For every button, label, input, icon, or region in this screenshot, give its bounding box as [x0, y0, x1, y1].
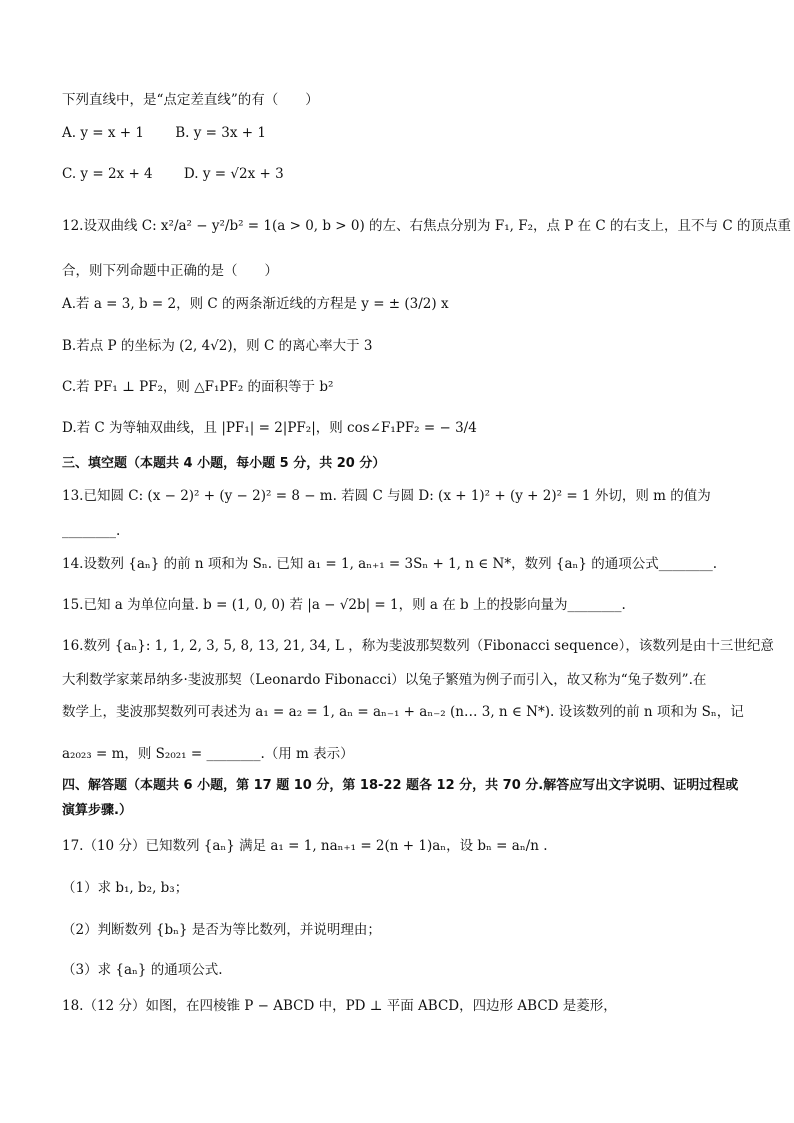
text-line-25: 18.（12 分）如图，在四棱锥 P − ABCD 中，PD ⊥ 平面 ABCD，四边形 ABCD 是菱形，: [62, 998, 617, 1014]
text-line-19: 四、解答题（本题共 6 小题，第 17 题 10 分，第 18-22 题各 12 分，共 70 分.解答应写出文字说明、证明过程或: [62, 778, 739, 793]
text-line-22: （1）求 b₁, b₂, b₃；: [62, 880, 189, 896]
text-line-3: C. y = 2x + 4 D. y = √2x + 3: [62, 166, 284, 182]
text-line-18: a₂₀₂₃ = m，则 S₂₀₂₁ = ________.（用 m 表示）: [62, 746, 354, 762]
text-line-7: B.若点 P 的坐标为 (2, 4√2)，则 C 的离心率大于 3: [62, 338, 373, 354]
text-line-14: 15.已知 a 为单位向量. b = (1, 0, 0) 若 |a − √2b| = 1，则 a 在 b 上的投影向量为________.: [62, 597, 626, 613]
text-line-20: 演算步骤.）: [62, 803, 132, 818]
text-line-8: C.若 PF₁ ⊥ PF₂，则 △F₁PF₂ 的面积等于 b²: [62, 379, 334, 395]
text-line-23: （2）判断数列 {bₙ} 是否为等比数列，并说明理由；: [62, 922, 381, 938]
text-line-16: 大利数学家莱昂纳多·斐波那契（Leonardo Fibonacci）以兔子繁殖为例子而引入，故又称为“兔子数列”.在: [62, 672, 707, 688]
text-line-1: 下列直线中，是“点定差直线”的有（ ）: [62, 92, 319, 108]
text-line-11: 13.已知圆 C: (x − 2)² + (y − 2)² = 8 − m. 若圆 C 与圆 D: (x + 1)² + (y + 2)² = 1 外切，则 m 的值为: [62, 488, 711, 504]
text-line-15: 16.数列 {aₙ}: 1, 1, 2, 3, 5, 8, 13, 21, 34, L ，称为斐波那契数列（Fibonacci sequence），该数列是由十三世纪意: [62, 638, 774, 654]
text-line-10: 三、填空题（本题共 4 小题，每小题 5 分，共 20 分）: [62, 456, 386, 471]
text-line-21: 17.（10 分）已知数列 {aₙ} 满足 a₁ = 1, naₙ₊₁ = 2(n + 1)aₙ，设 bₙ = aₙ/n .: [62, 838, 548, 854]
text-line-6: A.若 a = 3, b = 2，则 C 的两条渐近线的方程是 y = ± (3/2) x: [62, 296, 449, 312]
text-line-24: （3）求 {aₙ} 的通项公式.: [62, 962, 223, 978]
text-line-2: A. y = x + 1 B. y = 3x + 1: [62, 125, 266, 141]
text-line-4: 12.设双曲线 C: x²/a² − y²/b² = 1(a > 0, b > 0) 的左、右焦点分别为 F₁, F₂，点 P 在 C 的右支上，且不与 C 的顶点重: [62, 218, 791, 234]
text-line-5: 合，则下列命题中正确的是（ ）: [62, 263, 278, 279]
text-line-13: 14.设数列 {aₙ} 的前 n 项和为 Sₙ. 已知 a₁ = 1, aₙ₊₁ = 3Sₙ + 1, n ∈ N*，数列 {aₙ} 的通项公式________.: [62, 556, 718, 572]
text-line-12: ________.: [62, 523, 121, 539]
text-line-17: 数学上，斐波那契数列可表述为 a₁ = a₂ = 1, aₙ = aₙ₋₁ + aₙ₋₂ (n… 3, n ∈ N*). 设该数列的前 n 项和为 Sₙ，记: [62, 704, 744, 720]
text-line-9: D.若 C 为等轴双曲线，且 |PF₁| = 2|PF₂|，则 cos∠F₁PF₂ = − 3/4: [62, 420, 477, 436]
